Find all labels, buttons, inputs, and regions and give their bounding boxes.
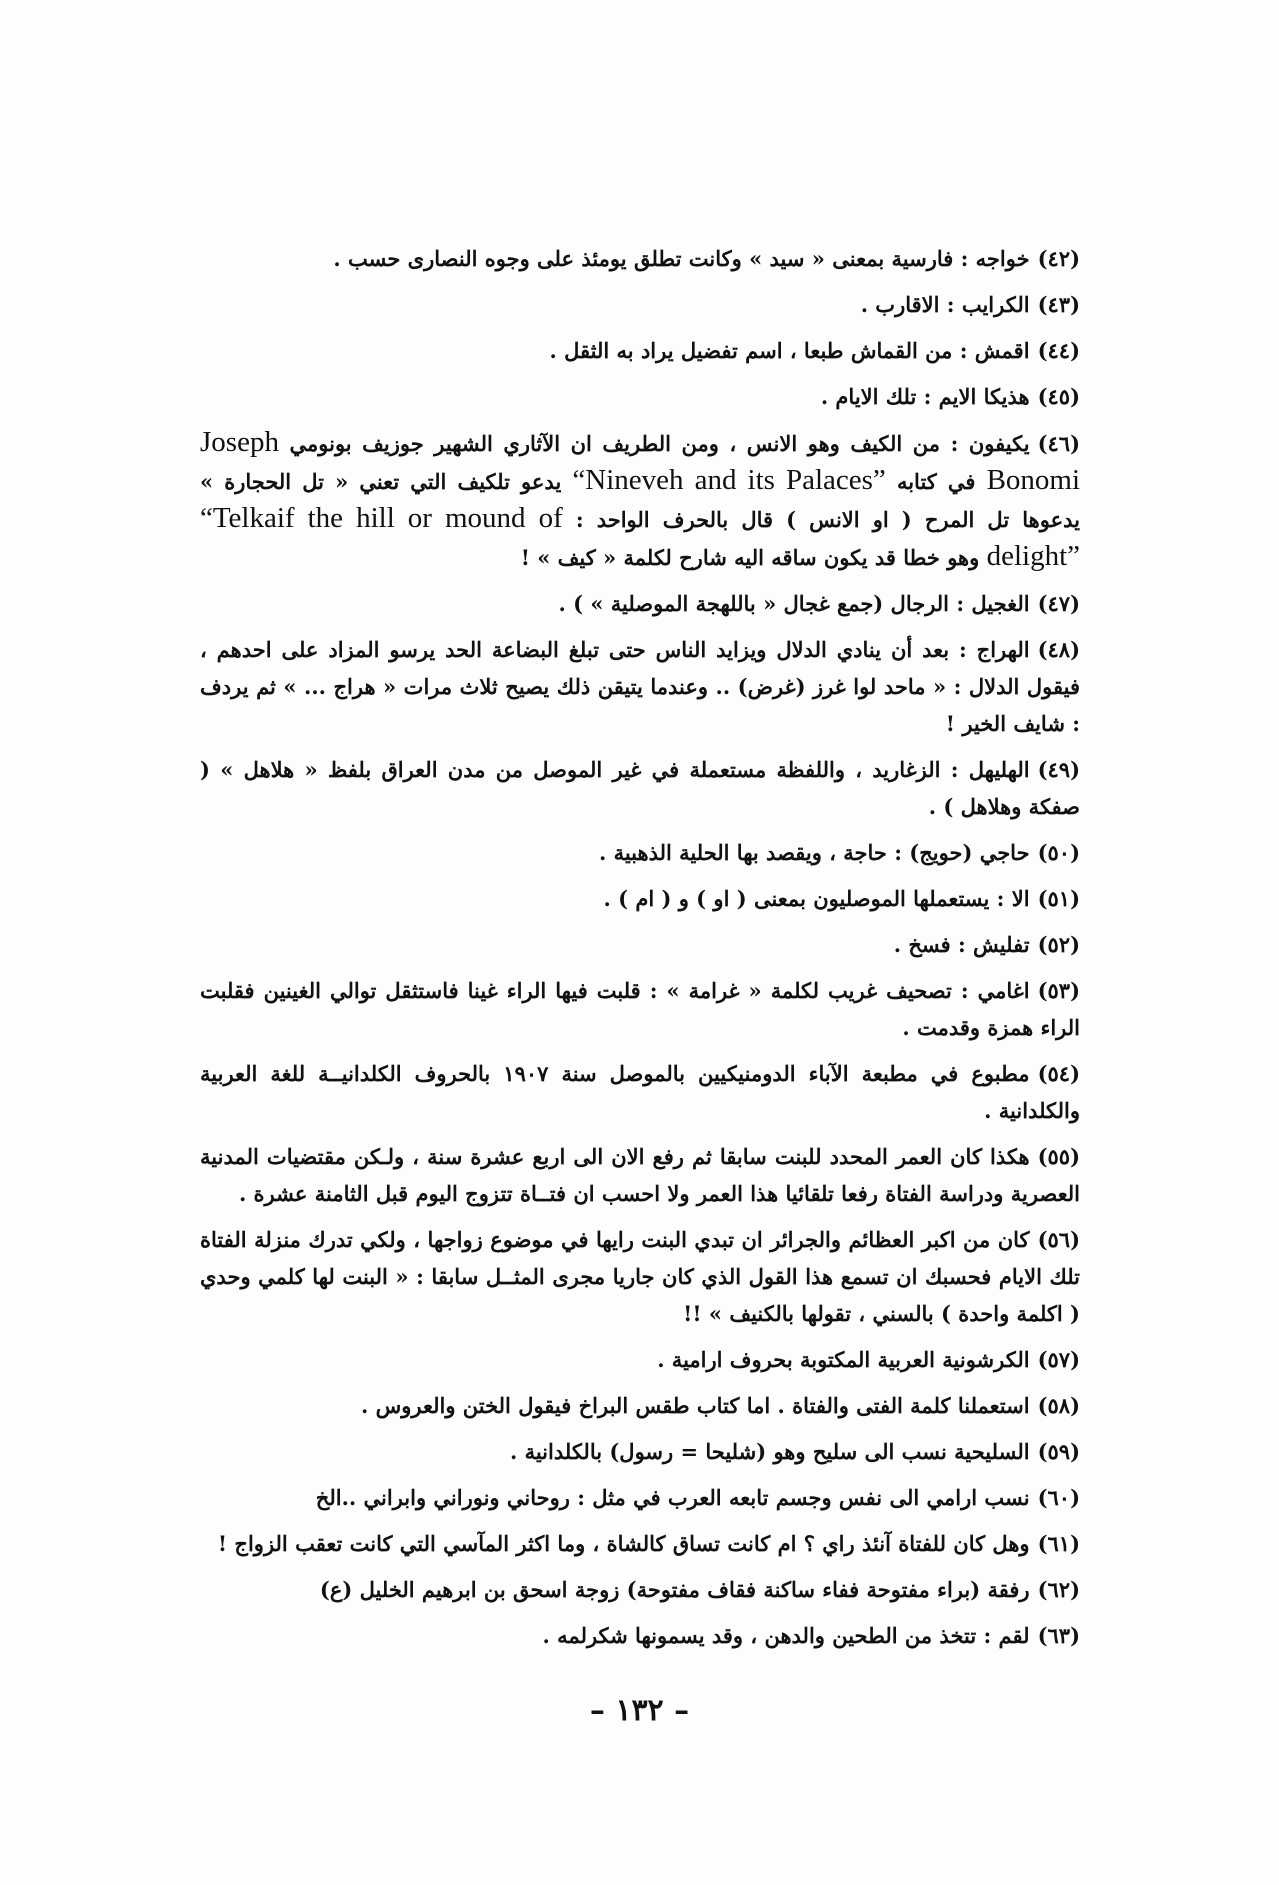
note-number: (٥٧) — [1037, 1347, 1080, 1372]
note-text: حاجي (حويج) : حاجة ، ويقصد بها الحلية الذهبية . — [598, 840, 1030, 865]
note-number: (٥٣) — [1037, 978, 1080, 1003]
note-number: (٤٤) — [1037, 338, 1080, 363]
note-number: (٥١) — [1037, 886, 1080, 911]
note-number: (٥٠) — [1037, 840, 1080, 865]
note-text: هذيكا الايم : تلك الايام . — [820, 384, 1030, 409]
note-number: (٥٢) — [1037, 932, 1080, 957]
note-text: الهليهل : الزغاريد ، واللفظة مستعملة في غير الموصل من مدن العراق بلفظ « هلاهل » ( صفكة وهلاهل ) . — [200, 757, 1080, 819]
note-57 — [200, 1341, 1080, 1378]
note-text: نسب ارامي الى نفس وجسم تابعه العرب في مثل : روحاني ونوراني وابراني ..الخ — [315, 1485, 1030, 1510]
note-47 — [200, 585, 1080, 622]
note-number: (٥٥) — [1037, 1144, 1080, 1169]
note-text: الهراج : بعد أن ينادي الدلال ويزايد الناس حتى تبلغ البضاعة الحد يرسو المزاد على احدهم ، فيقول الدلال : « ماحد لوا غرز (غرض) .. وعندما يتيقن ذلك يصيح ثلاث مرات « هراج ... » ثم يردف : شايف الخير ! — [200, 637, 1080, 736]
note-number: (٦١) — [1037, 1531, 1080, 1556]
note-text: الا : يستعملها الموصليون بمعنى ( او ) و ( ام ) . — [603, 886, 1030, 911]
note-number: (٤٣) — [1037, 292, 1080, 317]
latin-book-title: “Nineveh and its Palaces” — [572, 464, 886, 496]
note-number: (٤٢) — [1037, 246, 1080, 271]
note-62 — [200, 1571, 1080, 1608]
note-58 — [200, 1387, 1080, 1424]
note-text: استعملنا كلمة الفتى والفتاة . اما كتاب طقس البراخ فيقول الختن والعروس . — [360, 1393, 1030, 1418]
note-52 — [200, 926, 1080, 963]
note-63 — [200, 1617, 1080, 1654]
note-text: الكرشونية العربية المكتوبة بحروف ارامية . — [657, 1347, 1030, 1372]
note-number: (٦٣) — [1037, 1623, 1080, 1648]
note-text: الكرايب : الاقارب . — [860, 292, 1030, 317]
note-text: يكيفون : من الكيف وهو الانس ، ومن الطريف ان الآثاري الشهير جوزيف بونومي — [289, 431, 1030, 456]
note-text: اقمش : من القماش طبعا ، اسم تفضيل يراد به الثقل . — [549, 338, 1030, 363]
latin-quotation: “Telkaif the hill or mound of delight” — [200, 502, 1080, 572]
note-text: وهو خطا قد يكون ساقه اليه شارح لكلمة « كيف » ! — [520, 545, 980, 570]
page-number: – ١٣٢ – — [589, 1693, 690, 1728]
note-46 — [200, 424, 1080, 576]
note-text: هكذا كان العمر المحدد للبنت سابقا ثم رفع الان الى اربع عشرة سنة ، ولـكن مقتضيات المدنية العصرية ودراسة الفتاة رفعا تلقائيا هذا العمر ولا احسب ان فتــاة تتزوج اليوم قبل الثامنة عشرة . — [200, 1144, 1080, 1206]
note-54 — [200, 1055, 1080, 1129]
note-53 — [200, 972, 1080, 1046]
note-text: يدعو تلكيف التي تعني « تل الحجارة » يدعوها تل المرح ( او الانس ) قال بالحرف الواحد : — [200, 469, 1080, 532]
note-number: (٤٩) — [1037, 757, 1080, 782]
note-text: السليحية نسب الى سليح وهو (شليحا = رسول) بالكلدانية . — [509, 1439, 1030, 1464]
note-43 — [200, 286, 1080, 323]
note-number: (٦٠) — [1037, 1485, 1080, 1510]
note-number: (٤٦) — [1037, 431, 1080, 456]
note-51 — [200, 880, 1080, 917]
note-55 — [200, 1138, 1080, 1212]
note-number: (٤٧) — [1037, 591, 1080, 616]
note-text: كان من اكبر العظائم والجرائر ان تبدي البنت رايها في موضوع زواجها ، ولكي تدرك منزلة الفتاة تلك الايام فحسبك ان تسمع هذا القول الذي كان جاريا مجرى المثــل سابقا : « البنت لها كلمي وحدي ( اكلمة واحدة ) بالسني ، تقولها بالكنيف » !! — [200, 1227, 1080, 1326]
note-49 — [200, 751, 1080, 825]
latin-author-name: Joseph Bonomi — [200, 426, 1081, 496]
note-44 — [200, 332, 1080, 369]
note-number: (٥٩) — [1037, 1439, 1080, 1464]
note-number: (٦٢) — [1037, 1577, 1080, 1602]
note-text: تفليش : فسخ . — [893, 932, 1030, 957]
note-number: (٥٤) — [1037, 1061, 1080, 1086]
note-number: (٤٨) — [1037, 637, 1080, 662]
note-text: في كتابه — [896, 469, 976, 494]
footnotes-list — [200, 240, 1080, 1663]
note-text: لقم : تتخذ من الطحين والدهن ، وقد يسمونها شكرلمه . — [542, 1623, 1030, 1648]
note-number: (٥٦) — [1037, 1227, 1080, 1252]
note-42 — [200, 240, 1080, 277]
note-text: خواجه : فارسية بمعنى « سيد » وكانت تطلق يومئذ على وجوه النصارى حسب . — [333, 246, 1030, 271]
note-60 — [200, 1479, 1080, 1516]
note-48 — [200, 631, 1080, 742]
note-text: اغامي : تصحيف غريب لكلمة « غرامة » : قلبت فيها الراء غينا فاستثقل توالي الغينين فقلبت الراء همزة وقدمت . — [200, 978, 1080, 1040]
note-text: مطبوع في مطبعة الآباء الدومنيكيين بالموصل سنة ١٩٠٧ بالحروف الكلدانيــة للغة العربية والكلدانية . — [200, 1061, 1080, 1123]
note-text: وهل كان للفتاة آنئذ راي ؟ ام كانت تساق كالشاة ، وما اكثر المآسي التي كانت تعقب الزواج ! — [217, 1531, 1030, 1556]
note-text: رفقة (براء مفتوحة ففاء ساكنة فقاف مفتوحة) زوجة اسحق بن ابرهيم الخليل (ع) — [319, 1577, 1030, 1602]
note-56 — [200, 1221, 1080, 1332]
note-50 — [200, 834, 1080, 871]
note-number: (٤٥) — [1037, 384, 1080, 409]
note-59 — [200, 1433, 1080, 1470]
note-number: (٥٨) — [1037, 1393, 1080, 1418]
note-61 — [200, 1525, 1080, 1562]
note-45 — [200, 378, 1080, 415]
note-text: الغجيل : الرجال (جمع غجال « باللهجة الموصلية » ) . — [558, 591, 1030, 616]
